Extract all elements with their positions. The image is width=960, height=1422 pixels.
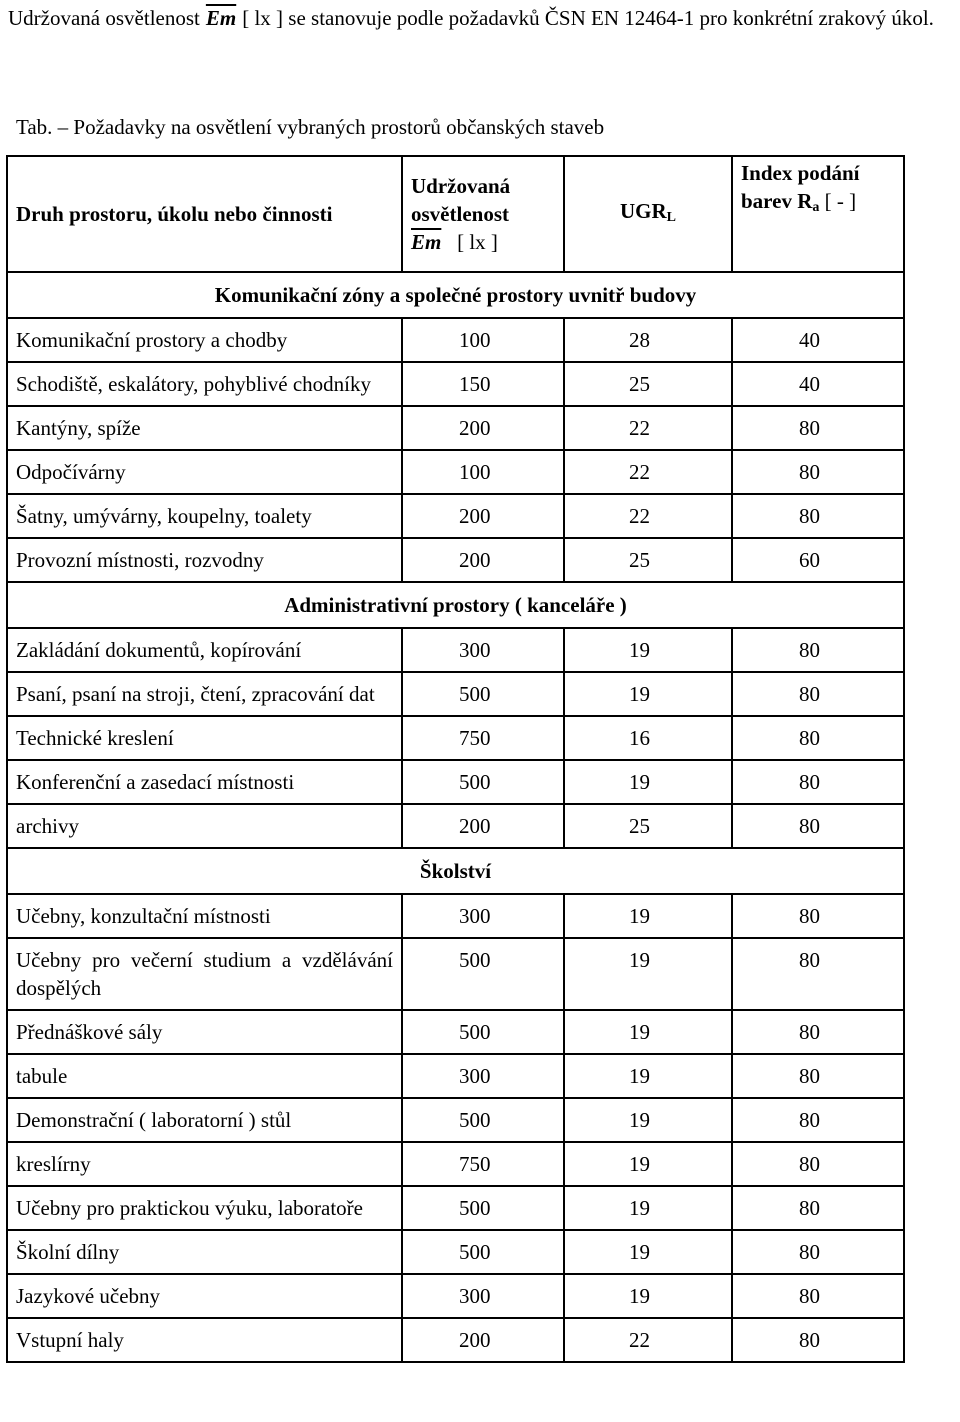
intro-paragraph: [8, 4, 956, 32]
table-row: [7, 760, 904, 804]
cell-activity: Školní dílny: [7, 1230, 402, 1274]
cell-illuminance: 200: [402, 1318, 564, 1362]
cell-ugr: 25: [564, 362, 732, 406]
cell-activity: Šatny, umývárny, koupelny, toalety: [7, 494, 402, 538]
cell-activity: Provozní místnosti, rozvodny: [7, 538, 402, 582]
em-symbol: $\overline{Em}$: [205, 6, 237, 30]
cell-activity: archivy: [7, 804, 402, 848]
header-ugr-sub: L: [666, 209, 676, 225]
cell-activity: Zakládání dokumentů, kopírování: [7, 628, 402, 672]
table-row: [7, 804, 904, 848]
cell-illuminance: 750: [402, 716, 564, 760]
cell-activity: Odpočívárny: [7, 450, 402, 494]
cell-color-index: 80: [732, 804, 904, 848]
cell-ugr: 19: [564, 760, 732, 804]
section-title: Administrativní prostory ( kanceláře ): [7, 582, 904, 628]
intro-text-after: [ lx ] se stanovuje podle požadavků ČSN EN 12464-1 pro konkrétní zrakový úkol.: [242, 6, 934, 30]
cell-illuminance: 150: [402, 362, 564, 406]
table-row: [7, 938, 904, 1010]
table-caption: Tab. – Požadavky na osvětlení vybraných prostorů občanských staveb: [16, 115, 605, 139]
header-color-index-unit: [ - ]: [824, 189, 857, 213]
header-illuminance-line1: Udržovaná: [411, 174, 511, 198]
table-row: [7, 362, 904, 406]
lighting-requirements-table: [6, 155, 905, 1363]
intro-text-before: Udržovaná osvětlenost: [8, 6, 200, 30]
cell-color-index: 80: [732, 1010, 904, 1054]
header-illuminance-line2: osvětlenost: [411, 202, 509, 226]
cell-ugr: 19: [564, 1142, 732, 1186]
cell-illuminance: 100: [402, 450, 564, 494]
table-header-row: [7, 156, 904, 272]
cell-activity: Přednáškové sály: [7, 1010, 402, 1054]
section-title: Komunikační zóny a společné prostory uvnitř budovy: [7, 272, 904, 318]
cell-activity: Učebny pro praktickou výuku, laboratoře: [7, 1186, 402, 1230]
cell-ugr: 25: [564, 538, 732, 582]
cell-activity: Vstupní haly: [7, 1318, 402, 1362]
header-illuminance-line3: [411, 228, 555, 256]
cell-color-index: 80: [732, 1054, 904, 1098]
table-row: [7, 1274, 904, 1318]
cell-illuminance: 500: [402, 1010, 564, 1054]
cell-color-index: 80: [732, 628, 904, 672]
cell-ugr: 19: [564, 1098, 732, 1142]
cell-color-index: 80: [732, 716, 904, 760]
cell-ugr: 19: [564, 894, 732, 938]
header-color-index-sub: a: [812, 200, 820, 215]
cell-activity: Kantýny, spíže: [7, 406, 402, 450]
cell-ugr: 25: [564, 804, 732, 848]
header-activity: Druh prostoru, úkolu nebo činnosti: [7, 156, 402, 272]
cell-illuminance: 300: [402, 894, 564, 938]
cell-activity: Konferenční a zasedací místnosti: [7, 760, 402, 804]
cell-illuminance: 200: [402, 538, 564, 582]
header-color-index-line2: [741, 187, 895, 222]
cell-activity: Učebny pro večerní studium a vzdělávání dospělých: [7, 938, 402, 1010]
header-illuminance: [402, 156, 564, 272]
table-row: [7, 1142, 904, 1186]
cell-color-index: 80: [732, 1098, 904, 1142]
cell-ugr: 22: [564, 1318, 732, 1362]
cell-color-index: 80: [732, 1230, 904, 1274]
table-row: [7, 1230, 904, 1274]
cell-color-index: 80: [732, 406, 904, 450]
cell-color-index: 80: [732, 894, 904, 938]
cell-activity: Jazykové učebny: [7, 1274, 402, 1318]
table-row: [7, 494, 904, 538]
cell-illuminance: 300: [402, 628, 564, 672]
cell-color-index: 80: [732, 1274, 904, 1318]
header-em-symbol: $\overline{Em}$: [411, 230, 442, 254]
header-ugr-text: UGR: [619, 198, 667, 223]
table-row: [7, 672, 904, 716]
table-row: [7, 450, 904, 494]
cell-ugr: 19: [564, 672, 732, 716]
cell-illuminance: 500: [402, 938, 564, 1010]
header-color-index-line1: Index podání: [741, 161, 860, 185]
header-color-index: [732, 156, 904, 272]
cell-ugr: 19: [564, 1054, 732, 1098]
cell-illuminance: 500: [402, 1098, 564, 1142]
cell-ugr: 19: [564, 1274, 732, 1318]
cell-ugr: 22: [564, 494, 732, 538]
cell-illuminance: 500: [402, 760, 564, 804]
cell-ugr: 19: [564, 628, 732, 672]
cell-color-index: 40: [732, 362, 904, 406]
table-body: [7, 272, 904, 1362]
table-row: [7, 1010, 904, 1054]
section-header-row: [7, 272, 904, 318]
table-row: [7, 1098, 904, 1142]
cell-activity: kreslírny: [7, 1142, 402, 1186]
cell-ugr: 22: [564, 450, 732, 494]
cell-activity: Demonstrační ( laboratorní ) stůl: [7, 1098, 402, 1142]
cell-illuminance: 500: [402, 1230, 564, 1274]
table-row: [7, 1186, 904, 1230]
cell-activity: tabule: [7, 1054, 402, 1098]
cell-illuminance: 500: [402, 672, 564, 716]
cell-ugr: 19: [564, 1230, 732, 1274]
cell-color-index: 80: [732, 450, 904, 494]
cell-color-index: 80: [732, 672, 904, 716]
cell-ugr: 16: [564, 716, 732, 760]
table-row: [7, 406, 904, 450]
cell-color-index: 80: [732, 1186, 904, 1230]
cell-illuminance: 750: [402, 1142, 564, 1186]
table-row: [7, 894, 904, 938]
cell-ugr: 22: [564, 406, 732, 450]
table-row: [7, 1054, 904, 1098]
table-row: [7, 318, 904, 362]
cell-ugr: 19: [564, 938, 732, 1010]
header-color-index-text: barev R: [741, 189, 813, 213]
cell-color-index: 60: [732, 538, 904, 582]
section-header-row: [7, 582, 904, 628]
cell-color-index: 80: [732, 1142, 904, 1186]
cell-illuminance: 100: [402, 318, 564, 362]
table-row: [7, 716, 904, 760]
cell-illuminance: 200: [402, 804, 564, 848]
cell-ugr: 19: [564, 1010, 732, 1054]
table-row: [7, 538, 904, 582]
cell-activity: Psaní, psaní na stroji, čtení, zpracování dat: [7, 672, 402, 716]
cell-ugr: 28: [564, 318, 732, 362]
cell-activity: Komunikační prostory a chodby: [7, 318, 402, 362]
section-title: Školství: [7, 848, 904, 894]
cell-illuminance: 200: [402, 494, 564, 538]
cell-color-index: 40: [732, 318, 904, 362]
cell-color-index: 80: [732, 938, 904, 1010]
cell-activity: Učebny, konzultační místnosti: [7, 894, 402, 938]
cell-color-index: 80: [732, 494, 904, 538]
table-row: [7, 628, 904, 672]
cell-ugr: 19: [564, 1186, 732, 1230]
cell-color-index: 80: [732, 760, 904, 804]
cell-illuminance: 500: [402, 1186, 564, 1230]
section-header-row: [7, 848, 904, 894]
cell-illuminance: 300: [402, 1054, 564, 1098]
cell-illuminance: 200: [402, 406, 564, 450]
cell-activity: Schodiště, eskalátory, pohyblivé chodníky: [7, 362, 402, 406]
cell-color-index: 80: [732, 1318, 904, 1362]
cell-activity: Technické kreslení: [7, 716, 402, 760]
header-ugr: [564, 156, 732, 272]
header-illuminance-unit: [ lx ]: [457, 230, 498, 254]
cell-illuminance: 300: [402, 1274, 564, 1318]
table-row: [7, 1318, 904, 1362]
